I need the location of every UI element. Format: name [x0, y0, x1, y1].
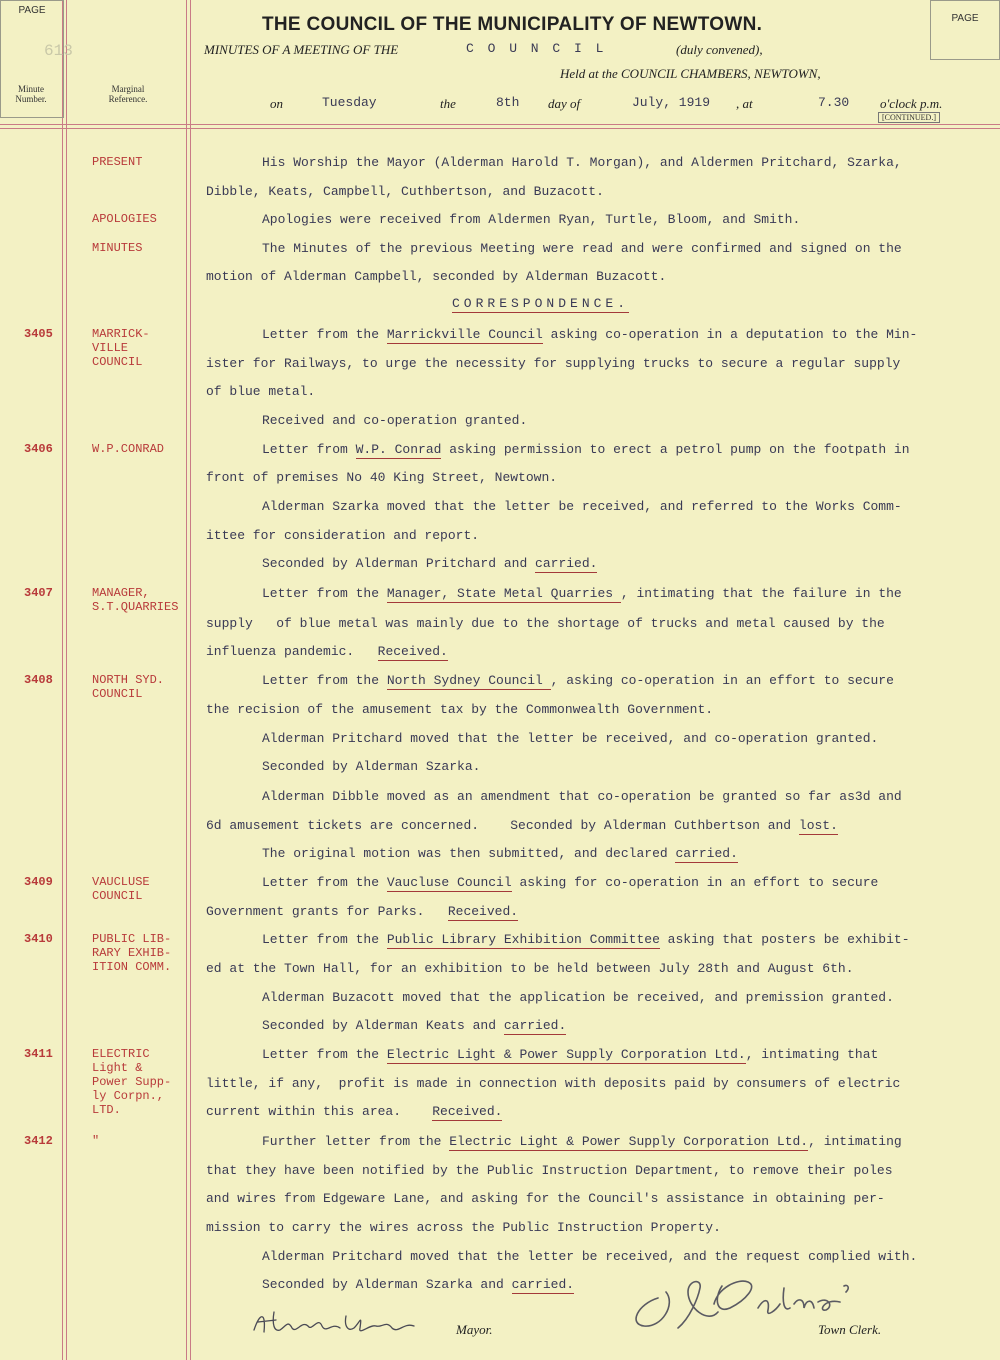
marginal-reference: PUBLIC LIB- RARY EXHIB- ITION COMM. — [92, 932, 172, 974]
minute-number-column-heading: Minute Number. — [15, 84, 47, 104]
text-line: supply of blue metal was mainly due to the shortage of trucks and metal caused by the — [206, 616, 885, 631]
meeting-month-year: July, 1919 — [632, 95, 711, 110]
meeting-body: C O U N C I L — [466, 41, 607, 56]
minute-number: 3408 — [24, 673, 53, 687]
text-line: Letter from the Manager, State Metal Quarries , intimating that the failure in the — [262, 586, 902, 601]
text-line: Alderman Szarka moved that the letter be received, and referred to the Works Comm- — [262, 499, 902, 514]
marginal-reference: W.P.CONRAD — [92, 442, 165, 456]
text-line: ister for Railways, to urge the necessity for supplying trucks to secure a regular supply — [206, 356, 901, 371]
marginal-reference: MARRICK- VILLE COUNCIL — [92, 327, 150, 369]
minute-number: 3406 — [24, 442, 53, 456]
text-line: Government grants for Parks. Received. — [206, 904, 519, 919]
text-line: ed at the Town Hall, for an exhibition to be held between July 28th and August 6th. — [206, 961, 854, 976]
text-line: ittee for consideration and report. — [206, 528, 480, 543]
text-line: Letter from the Vaucluse Council asking for co-operation in an effort to secure — [262, 875, 879, 890]
text-line: Alderman Pritchard moved that the letter be received, and the request complied with. — [262, 1249, 918, 1264]
text-line: little, if any, profit is made in connection with deposits paid by consumers of electric — [206, 1076, 901, 1091]
text-line: the recision of the amusement tax by the Commonwealth Government. — [206, 702, 714, 717]
text-line: motion of Alderman Campbell, seconded by Alderman Buzacott. — [206, 269, 667, 284]
oclock-label: o'clock p.m. — [880, 96, 943, 111]
text-line: that they have been notified by the Public Instruction Department, to remove their poles — [206, 1163, 893, 1178]
text-line: current within this area. Received. — [206, 1104, 503, 1119]
duly-convened-label: (duly convened), — [676, 42, 763, 57]
text-line: Seconded by Alderman Szarka. — [262, 759, 481, 774]
text-line: Dibble, Keats, Campbell, Cuthbertson, and Buzacott. — [206, 184, 604, 199]
text-line: 6d amusement tickets are concerned. Seconded by Alderman Cuthbertson and lost. — [206, 818, 838, 833]
meeting-time: 7.30 — [818, 95, 850, 110]
faint-page-number: 613 — [44, 42, 73, 60]
minute-number-rule-double — [66, 0, 67, 1360]
minutes-of-label: MINUTES OF A MEETING OF THE — [204, 42, 399, 57]
marginal-reference-column-heading: Marginal Reference. — [108, 84, 148, 104]
text-line: Seconded by Alderman Pritchard and carried. — [262, 556, 598, 571]
marginal-ref-apologies: APOLOGIES — [92, 212, 157, 226]
day-of-label: day of — [548, 96, 581, 111]
text-line: Letter from W.P. Conrad asking permission to erect a petrol pump on the footpath in — [262, 442, 910, 457]
marginal-reference: VAUCLUSE COUNCIL — [92, 875, 150, 903]
text-line: Seconded by Alderman Keats and carried. — [262, 1018, 567, 1033]
town-clerk-label: Town Clerk. — [818, 1322, 882, 1337]
text-line: The Minutes of the previous Meeting were read and were confirmed and signed on the — [262, 241, 902, 256]
text-line: Alderman Pritchard moved that the letter be received, and co-operation granted. — [262, 731, 879, 746]
marginal-reference: ELECTRIC Light & Power Supp- ly Corpn., LTD. — [92, 1047, 172, 1117]
text-line: Letter from the North Sydney Council , asking co-operation in an effort to secure — [262, 673, 894, 688]
text-line: and wires from Edgeware Lane, and asking for the Council's assistance in obtaining per- — [206, 1191, 885, 1206]
margin-rule-double — [190, 0, 191, 1360]
text-line: Alderman Dibble moved as an amendment that co-operation be granted so far as3d and — [262, 789, 902, 804]
marginal-ref-present: PRESENT — [92, 155, 143, 169]
mayor-signature — [250, 1306, 420, 1340]
marginal-ref-minutes: MINUTES — [92, 241, 143, 255]
continued-label: [CONTINUED.] — [878, 112, 940, 123]
minute-number: 3407 — [24, 586, 53, 600]
marginal-reference: MANAGER, S.T.QUARRIES — [92, 586, 179, 614]
header-rule — [0, 124, 1000, 125]
text-line: of blue metal. — [206, 384, 316, 399]
correspondence-heading: CORRESPONDENCE. — [452, 296, 630, 311]
the-label: the — [440, 96, 456, 111]
mayor-label: Mayor. — [456, 1322, 493, 1337]
text-line: The original motion was then submitted, and declared carried. — [262, 846, 738, 861]
text-line: Seconded by Alderman Szarka and carried. — [262, 1277, 575, 1292]
minute-number: 3412 — [24, 1134, 53, 1148]
marginal-reference: " — [92, 1134, 100, 1148]
text-line: influenza pandemic. Received. — [206, 644, 448, 659]
margin-rule — [186, 0, 187, 1360]
minute-number: 3409 — [24, 875, 53, 889]
text-line: His Worship the Mayor (Alderman Harold T. Morgan), and Aldermen Pritchard, Szarka, — [262, 155, 902, 170]
on-label: on — [270, 96, 283, 111]
text-line: Letter from the Electric Light & Power Supply Corporation Ltd., intimating that — [262, 1047, 879, 1062]
text-line: Apologies were received from Aldermen Ryan, Turtle, Bloom, and Smith. — [262, 212, 801, 227]
minute-number: 3410 — [24, 932, 53, 946]
text-line: Letter from the Public Library Exhibition Committee asking that posters be exhibit- — [262, 932, 910, 947]
meeting-day: 8th — [496, 95, 520, 110]
page-box-right — [930, 0, 1000, 60]
page-label-right: PAGE — [951, 13, 979, 24]
page-label-left: PAGE — [18, 5, 46, 16]
text-line: mission to carry the wires across the Public Instruction Property. — [206, 1220, 721, 1235]
minute-number: 3411 — [24, 1047, 53, 1061]
held-at-label: Held at the COUNCIL CHAMBERS, NEWTOWN, — [560, 66, 821, 81]
header-rule-double — [0, 128, 1000, 129]
at-label: , at — [736, 96, 753, 111]
text-line: Alderman Buzacott moved that the application be received, and premission granted. — [262, 990, 894, 1005]
text-line: Further letter from the Electric Light & Power Supply Corporation Ltd., intimating — [262, 1134, 902, 1149]
text-line: front of premises No 40 King Street, Newtown. — [206, 470, 558, 485]
minute-number: 3405 — [24, 327, 53, 341]
marginal-reference: NORTH SYD. COUNCIL — [92, 673, 165, 701]
minute-number-rule — [62, 0, 63, 1360]
text-line: Received and co-operation granted. — [262, 413, 528, 428]
text-line: Letter from the Marrickville Council asking co-operation in a deputation to the Min- — [262, 327, 918, 342]
council-title: THE COUNCIL OF THE MUNICIPALITY OF NEWTOWN. — [262, 14, 763, 35]
meeting-weekday: Tuesday — [322, 95, 377, 110]
